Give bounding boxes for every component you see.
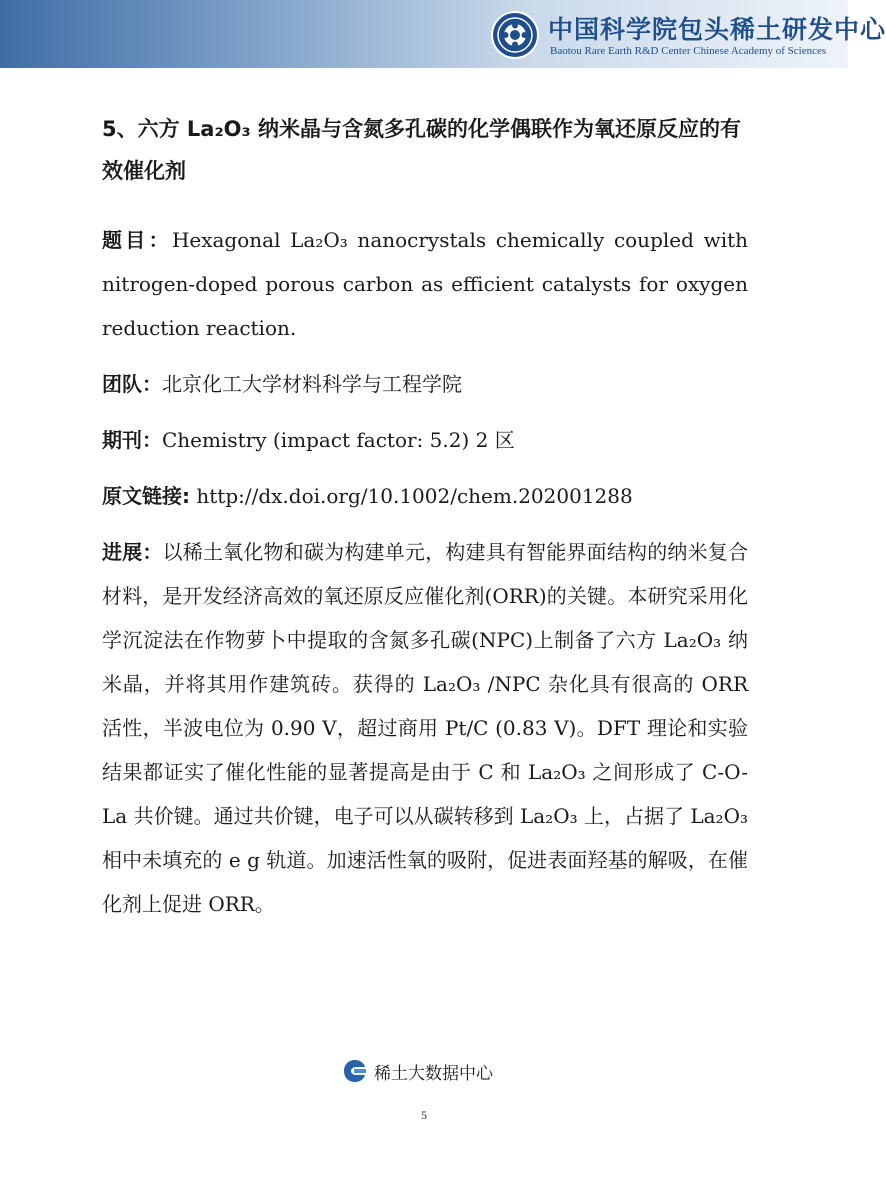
team-value: 北京化工大学材料科学与工程学院 [162, 372, 462, 396]
journal-label: 期刊： [102, 428, 162, 452]
progress-block [102, 530, 748, 926]
org-name-cn: 中国科学院包头稀土研发中心 [548, 15, 886, 44]
org-name-en: Baotou Rare Earth R&D Center Chinese Academy of Sciences [550, 45, 827, 57]
paper-title-block [102, 218, 748, 350]
page-number: 5 [421, 1108, 427, 1122]
team-block [102, 362, 748, 406]
footer-brand-text: 稀土大数据中心 [374, 1064, 493, 1084]
title-value: Hexagonal La₂O₃ nanocrystals chemically coupled with nitrogen-doped porous carbon as efficient catalysts for oxygen reduction reaction. [102, 228, 749, 340]
cas-seal-icon [491, 11, 539, 59]
progress-label: 进展： [102, 540, 163, 564]
data-center-logo-icon [340, 1058, 368, 1084]
team-label: 团队： [102, 372, 162, 396]
journal-block [102, 418, 748, 462]
article-body [102, 108, 748, 926]
link-label: 原文链接: [102, 484, 190, 508]
progress-value: 以稀土氧化物和碳为构建单元，构建具有智能界面结构的纳米复合材料，是开发经济高效的氧还原反应催化剂(ORR)的关键。本研究采用化学沉淀法在作物萝卜中提取的含氮多孔碳(NPC)上制备了六方 La₂O₃ 纳米晶，并将其用作建筑砖。获得的 La₂O₃ /NPC 杂化具有很高的 ORR 活性，半波电位为 0.90 V，超过商用 Pt/C (0.83 V)。DFT 理论和实验结果都证实了催化性能的显著提高是由于 C 和 La₂O₃ 之间形成了 C-O-La 共价键。通过共价键，电子可以从碳转移到 La₂O₃ 上，占据了 La₂O₃ 相中未填充的 e g 轨道。加速活性氧的吸附，促进表面羟基的解吸，在催化剂上促进 ORR。 [102, 540, 749, 916]
article-heading: 5、六方 La₂O₃ 纳米晶与含氮多孔碳的化学偶联作为氧还原反应的有效催化剂 [102, 117, 742, 183]
link-value[interactable]: http://dx.doi.org/10.1002/chem.202001288 [196, 484, 633, 508]
page-header [0, 0, 886, 68]
journal-value: Chemistry (impact factor: 5.2) 2 区 [162, 428, 515, 452]
link-block [102, 474, 748, 518]
title-label: 题目： [102, 228, 172, 252]
